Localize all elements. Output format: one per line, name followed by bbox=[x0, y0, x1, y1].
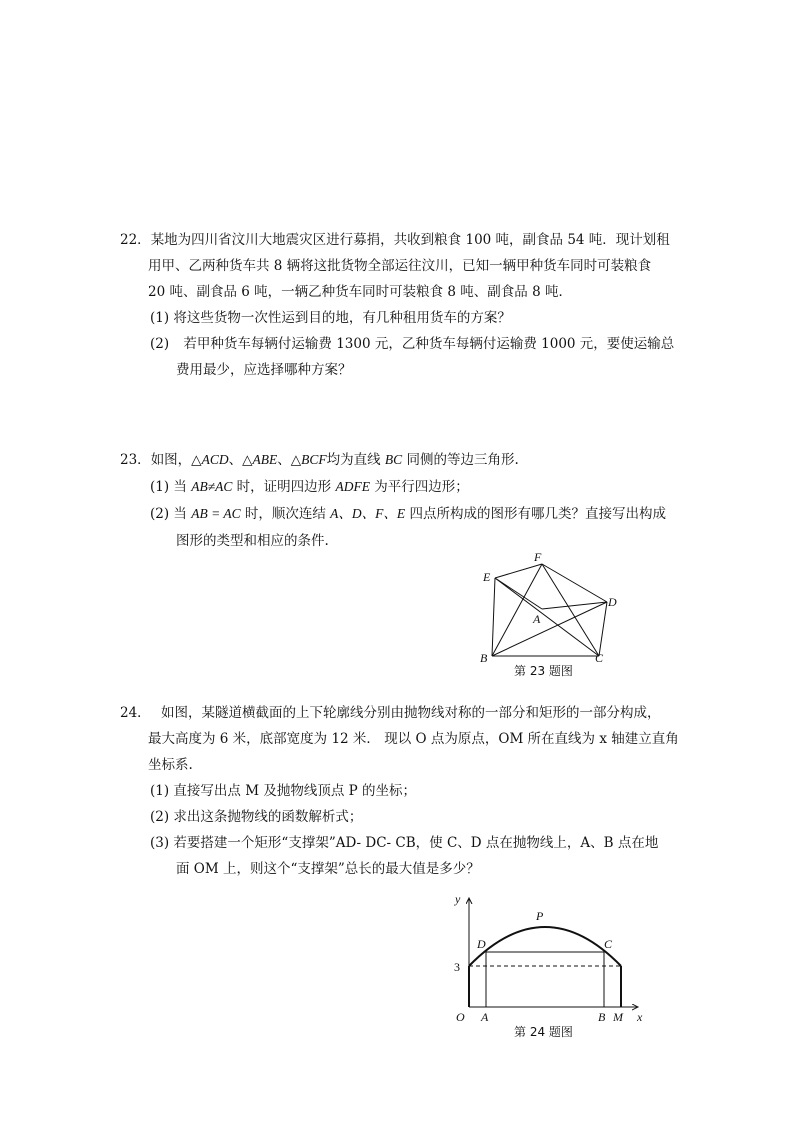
q23-sep-2: 、△ bbox=[277, 452, 302, 468]
q24-figure bbox=[450, 890, 650, 1045]
q24-label-d: D bbox=[477, 937, 486, 951]
q23-sub-2-mid: 时，顺次连结 bbox=[240, 506, 331, 522]
q24-line-3: 坐标系. bbox=[148, 757, 193, 773]
q24-line-2: 最大高度为 6 米，底部宽度为 12 米． 现以 O 点为原点，OM 所在直线为 x 轴建立直角 bbox=[148, 731, 679, 747]
q23-segment-bd bbox=[492, 602, 607, 656]
q23-sub-1-condition: AB≠AC bbox=[191, 479, 233, 494]
q24-sub-2: (2) 求出这条抛物线的函数解析式； bbox=[150, 809, 363, 825]
q24-label-c: C bbox=[604, 937, 613, 951]
q23-sub-2-points: A、D、F、E bbox=[330, 506, 406, 521]
q23-sep-1: 、△ bbox=[228, 452, 253, 468]
q24-label-b: B bbox=[598, 1010, 606, 1024]
q23-segment-ad bbox=[542, 602, 607, 609]
q23-sub-2-end: 四点所构成的图形有哪几类？直接写出构成 bbox=[405, 506, 666, 522]
q24-sub-3: (3) 若要搭建一个矩形“支撑架”AD- DC- CB，使 C、D 点在抛物线上，A、B 点在地 bbox=[150, 835, 659, 851]
q23-figure bbox=[470, 545, 630, 685]
q24-text-1: 如图，某隧道横截面的上下轮廓线分别由抛物线对称的一部分和矩形的一部分构成， bbox=[160, 705, 661, 721]
q23-sub-1-label: (1) 当 bbox=[150, 479, 192, 495]
q23-sub-2 bbox=[150, 505, 666, 523]
q23-sub-1-end: 为平行四边形； bbox=[369, 479, 469, 495]
q23-sub-2-condition: AB = AC bbox=[191, 506, 241, 521]
q22-line-1 bbox=[120, 231, 670, 249]
q23-label-a: A bbox=[533, 612, 541, 626]
q24-label-y: y bbox=[455, 892, 461, 906]
q23-intro-c: 同侧的等边三角形. bbox=[402, 452, 519, 468]
q24-line-1 bbox=[120, 704, 660, 722]
q23-triangle-acd: ACD bbox=[201, 452, 229, 467]
q22-sub-2-line-2: 费用最少，应选择哪种方案？ bbox=[176, 362, 352, 378]
q23-sub-1 bbox=[150, 478, 469, 496]
q23-segment-be bbox=[492, 578, 495, 656]
q23-caption: 第 23 题图 bbox=[514, 664, 573, 678]
q22-sub-1: (1) 将这些货物一次性运到目的地，有几种租用货车的方案？ bbox=[150, 310, 511, 326]
q22-line-3: 20 吨、副食品 6 吨，一辆乙种货车同时可装粮食 8 吨、副食品 8 吨． bbox=[148, 284, 572, 300]
q23-intro-a: 如图，△ bbox=[150, 452, 202, 468]
q23-label-b: B bbox=[480, 651, 488, 665]
q23-line-1 bbox=[120, 451, 519, 469]
q23-sub-2-label: (2) 当 bbox=[150, 506, 192, 522]
q23-label-e: E bbox=[483, 570, 491, 584]
q22-line-2: 用甲、乙两种货车共 8 辆将这批货物全部运往汶川，已知一辆甲种货车同时可装粮食 bbox=[148, 258, 652, 274]
q22-text-1: 某地为四川省汶川大地震灾区进行募捐，共收到粮食 100 吨，副食品 54 吨．现计划租 bbox=[150, 232, 670, 248]
q23-sub-1-shape: ADFE bbox=[335, 479, 370, 494]
q22-sub-2-label: (2) bbox=[150, 336, 170, 352]
q24-label-3: 3 bbox=[454, 960, 460, 974]
q22-number: 22． bbox=[120, 232, 151, 248]
q22-sub-2-text: 若甲种货车每辆付运输费 1300 元，乙种货车每辆付运输费 1000 元，要使运输总 bbox=[183, 336, 675, 352]
q23-triangle-bcf: BCF bbox=[301, 452, 327, 467]
q23-segment-fd bbox=[542, 564, 607, 602]
q23-segment-ef bbox=[495, 564, 542, 578]
q23-line-bc: BC bbox=[384, 452, 403, 467]
q24-label-p: P bbox=[536, 909, 544, 923]
q24-number: 24． bbox=[120, 705, 151, 721]
q23-number: 23． bbox=[120, 452, 151, 468]
q22-sub-2 bbox=[150, 335, 674, 353]
q23-label-c: C bbox=[595, 651, 604, 665]
q23-sub-2-line-2: 图形的类型和相应的条件. bbox=[176, 533, 329, 549]
q23-segment-ec bbox=[495, 578, 599, 656]
q23-triangle-abe: ABE bbox=[252, 452, 278, 467]
q24-parabola bbox=[469, 927, 621, 966]
q24-label-a: A bbox=[481, 1010, 489, 1024]
q24-label-m: M bbox=[613, 1010, 623, 1024]
q23-intro-b: 均为直线 bbox=[326, 452, 385, 468]
q24-label-x: x bbox=[637, 1010, 643, 1024]
q24-caption: 第 24 题图 bbox=[514, 1025, 573, 1039]
q23-segment-ea bbox=[495, 578, 542, 609]
q24-label-o: O bbox=[456, 1010, 465, 1024]
q24-sub-3-line-2: 面 OM 上，则这个“支撑架”总长的最大值是多少？ bbox=[176, 861, 480, 877]
q23-segment-bf bbox=[492, 564, 542, 656]
q23-label-d: D bbox=[608, 595, 617, 609]
q23-sub-1-mid: 时，证明四边形 bbox=[232, 479, 336, 495]
q24-sub-1: (1) 直接写出点 M 及抛物线顶点 P 的坐标； bbox=[150, 783, 416, 799]
q23-label-f: F bbox=[534, 550, 542, 564]
q23-segment-dc bbox=[599, 602, 607, 656]
